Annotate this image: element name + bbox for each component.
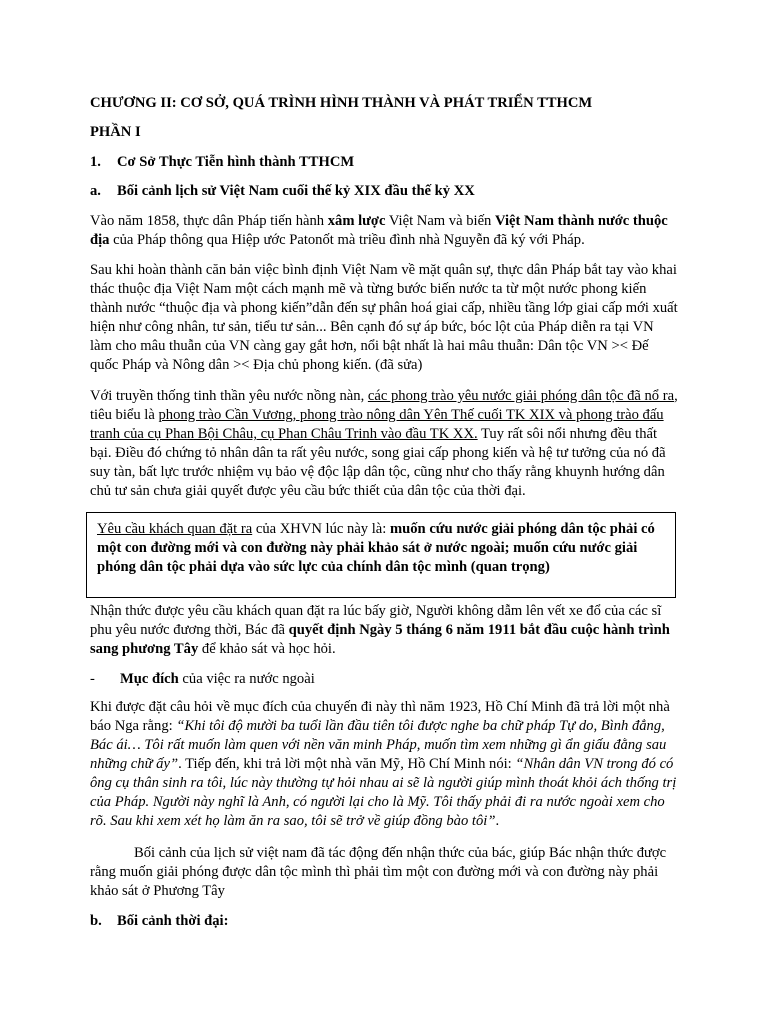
section-b-title: Bối cảnh thời đại: bbox=[117, 913, 229, 929]
text-run: Nhận thức được yêu cầu khách quan đặt ra lúc bấy giờ, Người không dẫm lên vết xe đổ của các sĩ phu yêu nước đương thời, Bác đã bbox=[90, 603, 662, 638]
bold-run: muốn cứu nước giải phóng dân tộc phải có một con đường mới và con đường này phải khảo sát ở nước ngoài; muốn cứu nước giải phóng dân tộc phải dựa vào sức lực của chính dân tộc mình (quan trọng) bbox=[97, 521, 655, 575]
section-a-heading bbox=[90, 182, 678, 201]
text-run: , tiêu biểu là bbox=[90, 388, 678, 423]
italic-quote: “Khi tôi độ mười ba tuổi lần đầu tiên tôi được nghe ba chữ pháp Tự do, Bình đẳng, Bác ái… Tôi rất muốn làm quen với nền văn minh Pháp, muốn tìm xem những gì ẩn giấu đằng sau những chữ ấy” bbox=[90, 718, 667, 772]
text-run: . bbox=[495, 813, 500, 829]
section-1-number: 1. bbox=[90, 154, 101, 170]
underlined-run: các phong trào yêu nước giải phóng dân tộc đã nổ ra bbox=[367, 388, 675, 404]
paragraph-exploitation: Sau khi hoàn thành căn bản việc bình định Việt Nam về mặt quân sự, thực dân Pháp bắt tay vào khai thác thuộc địa Việt Nam một cách mạnh mẽ và từng bước biến nước ta từ một nước phong kiến thành nước “thuộc địa và phong kiến”dẫn đến sự phân hoá giai cấp, nhiều tầng lớp giai cấp mới xuất hiện như công nhân, tư sản, tiểu tư sản... Bên cạnh đó sự áp bức, bóc lột của Pháp diễn ra tại VN làm cho mâu thuẫn của VN càng gay gắt hơn, nổi bật nhất là hai mâu thuẫn: Dân tộc VN >< Đế quốc Pháp và Nông dân >< Địa chủ phong kiến. (đã sửa) bbox=[90, 262, 678, 373]
part-heading: PHẦN I bbox=[90, 124, 141, 140]
underlined-run: phong trào Cần Vương, phong trào nông dân Yên Thế cuối TK XIX và phong trào đấu tranh của cụ Phan Bội Châu, cụ Phan Châu Trinh vào đầu TK XX. bbox=[90, 407, 664, 442]
section-b-number: b. bbox=[90, 913, 102, 929]
bullet-marker: - bbox=[90, 671, 95, 687]
text-run: Việt Nam và biến bbox=[385, 213, 495, 229]
paragraph-journey-decision bbox=[90, 602, 678, 659]
section-b-heading bbox=[90, 912, 678, 931]
text-run: để khảo sát và học hỏi. bbox=[198, 641, 336, 657]
text-run: Tuy rất sôi nổi nhưng đều thất bại. Điều đó chứng tỏ nhân dân ta rất yêu nước, song giai cấp phong kiến và hệ tư tưởng của nó đã suy tàn, bất lực trước nhiệm vụ bảo vệ độc lập dân tộc, cũng như cho thấy rằng khuynh hướng dân chủ tư sản chưa giải quyết được yêu cầu bức thiết của dân tộc của thời đại. bbox=[90, 426, 666, 499]
bold-run: xâm lược bbox=[327, 213, 386, 229]
chapter-heading: CHƯƠNG II: CƠ SỞ, QUÁ TRÌNH HÌNH THÀNH VÀ PHÁT TRIỂN TTHCM bbox=[90, 95, 593, 111]
paragraph-movements bbox=[90, 387, 678, 501]
section-1-heading bbox=[90, 153, 678, 172]
underlined-run: Yêu cầu khách quan đặt ra bbox=[97, 521, 253, 537]
paragraph-conclusion: Bối cảnh của lịch sử việt nam đã tác động đến nhận thức của bác, giúp Bác nhận thức được rằng muốn giải phóng được dân tộc mình thì phải tìm một con đường mới và con đường này phải khảo sát ở Phương Tây bbox=[90, 845, 667, 899]
section-a-title: Bối cảnh lịch sử Việt Nam cuối thế kỷ XIX đầu thế kỷ XX bbox=[117, 183, 475, 199]
paragraph-quotes bbox=[90, 698, 678, 831]
text-run: của việc ra nước ngoài bbox=[178, 671, 315, 687]
bold-run: Mục đích bbox=[120, 671, 179, 687]
bold-run: quyết định Ngày 5 tháng 6 năm 1911 bắt đầu cuộc hành trình sang phương Tây bbox=[90, 622, 670, 657]
text-run: Vào năm 1858, thực dân Pháp tiến hành bbox=[90, 213, 328, 229]
purpose-bullet bbox=[90, 670, 678, 689]
text-run: Với truyền thống tinh thần yêu nước nồng nàn, bbox=[90, 388, 368, 404]
italic-quote: “Nhân dân VN trong đó có ông cụ thân sinh ra tôi, lúc này thường tự hỏi nhau ai sẽ là người giúp mình thoát khỏi ách thống trị của Pháp. Người này nghĩ là Anh, có người lại cho là Mỹ. Tôi thấy phải đi ra nước ngoài xem cho rõ. Sau khi xem xét họ làm ăn ra sao, tôi sẽ trở về giúp đồng bào tôi” bbox=[90, 756, 677, 829]
objective-requirement-box bbox=[86, 512, 676, 598]
section-a-number: a. bbox=[90, 183, 101, 199]
text-run: Khi được đặt câu hỏi về mục đích của chuyến đi này thì năm 1923, Hồ Chí Minh đã trả lời một nhà báo Nga rằng: bbox=[90, 699, 670, 734]
text-run: . Tiếp đến, khi trả lời một nhà văn Mỹ, Hồ Chí Minh nói: bbox=[178, 756, 516, 772]
bold-run: Việt Nam thành nước thuộc địa bbox=[90, 213, 668, 248]
text-run: của XHVN lúc này là: bbox=[252, 521, 390, 537]
paragraph-colonization bbox=[90, 212, 678, 250]
text-run: của Pháp thông qua Hiệp ước Patonốt mà triều đình nhà Nguyễn đã ký với Pháp. bbox=[109, 232, 585, 248]
section-1-title: Cơ Sở Thực Tiễn hình thành TTHCM bbox=[117, 154, 355, 170]
